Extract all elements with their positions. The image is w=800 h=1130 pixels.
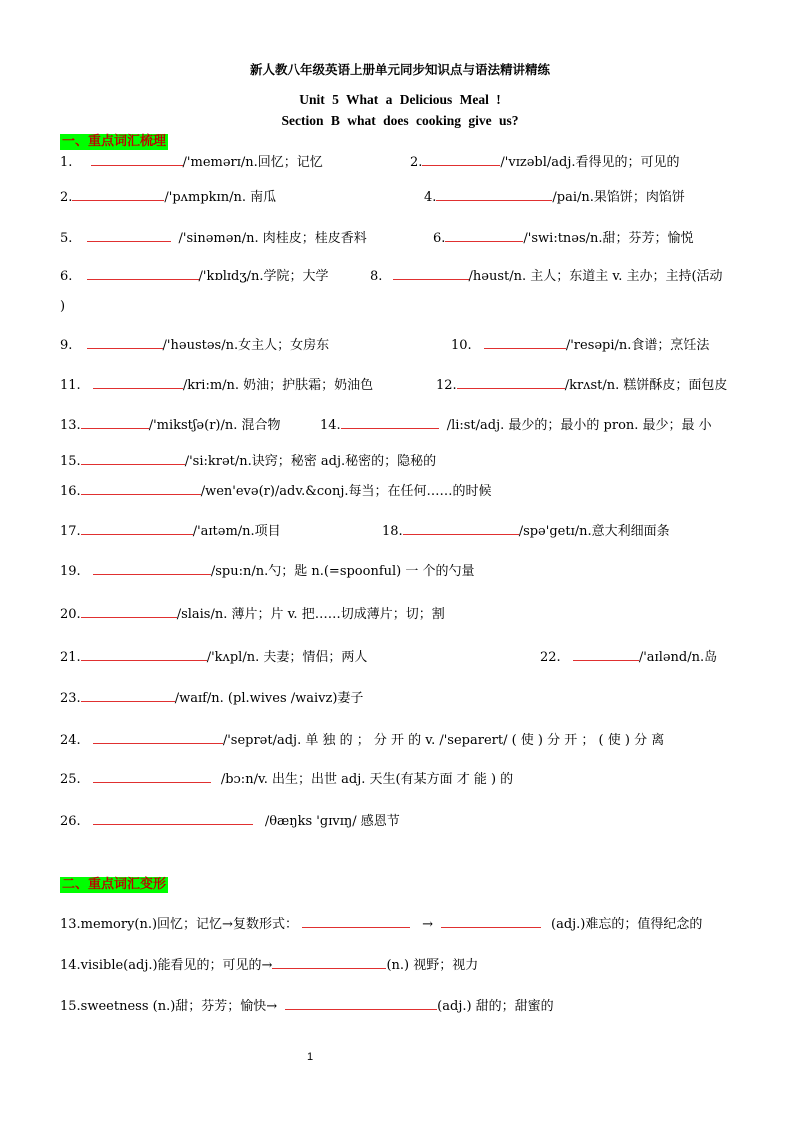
item-number: 10. xyxy=(451,338,472,353)
document-header: 新人教八年级英语上册单元同步知识点与语法精讲精练 xyxy=(249,62,550,77)
item-definition: /'aɪlənd/n.岛 xyxy=(638,650,718,665)
vocab-row xyxy=(433,229,694,247)
item-number: 1. xyxy=(60,155,73,170)
transform-item xyxy=(60,997,554,1015)
item-definition: /'həustəs/n.女主人；女房东 xyxy=(162,338,330,353)
vocab-row xyxy=(60,336,329,354)
vocab-row xyxy=(451,336,709,354)
item-definition: /'swi:tnəs/n.甜；芬芳；愉悦 xyxy=(523,231,694,246)
answer-blank[interactable] xyxy=(441,915,541,928)
item-number: 8. xyxy=(370,269,383,284)
answer-blank[interactable] xyxy=(93,770,211,783)
item-definition: /'si:krət/n.诀窍；秘密 adj.秘密的；隐秘的 xyxy=(184,454,437,469)
vocab-row xyxy=(60,482,492,500)
vocab-row xyxy=(424,188,685,206)
item-definition: /'pʌmpkɪn/n. 南瓜 xyxy=(164,190,277,205)
item-number: 15. xyxy=(60,454,81,469)
vocab-row xyxy=(60,812,400,830)
answer-blank[interactable] xyxy=(436,188,552,201)
item-number: 24. xyxy=(60,733,81,748)
answer-blank[interactable] xyxy=(93,731,223,744)
answer-blank[interactable] xyxy=(81,522,193,535)
item-definition: /θæŋks 'gɪvɪŋ/ 感恩节 xyxy=(264,814,400,829)
vocab-row xyxy=(320,416,712,434)
item-number: 4. xyxy=(424,190,437,205)
item-definition: /pai/n.果馅饼；肉馅饼 xyxy=(552,190,685,205)
item-definition: /wen'evə(r)/adv.&conj.每当；在任何……的时候 xyxy=(200,484,492,499)
vocab-row xyxy=(60,416,281,434)
answer-blank[interactable] xyxy=(81,482,201,495)
answer-blank[interactable] xyxy=(457,376,565,389)
answer-blank[interactable] xyxy=(302,915,410,928)
answer-blank[interactable] xyxy=(81,452,185,465)
item-definition: /həust/n. 主人；东道主 v. 主办；主持(活动 xyxy=(468,269,723,284)
item-number: 20. xyxy=(60,607,81,622)
vocab-row xyxy=(60,153,323,171)
vocab-row xyxy=(60,605,445,623)
vocab-row xyxy=(410,153,680,171)
item-prompt: 14.visible(adj.)能看见的；可见的→ xyxy=(60,958,273,973)
vocab-row xyxy=(382,522,670,540)
item-number: 12. xyxy=(436,378,457,393)
section-title: Section B what does cooking give us? xyxy=(281,113,519,128)
answer-blank[interactable] xyxy=(72,188,164,201)
vocab-row xyxy=(540,648,717,666)
item-prompt: 15.sweetness (n.)甜；芬芳；愉快→ xyxy=(60,999,278,1014)
answer-blank[interactable] xyxy=(484,336,566,349)
answer-blank[interactable] xyxy=(272,956,386,969)
vocab-row xyxy=(60,648,367,666)
answer-blank[interactable] xyxy=(81,648,207,661)
section1-heading: 一、重点词汇梳理 xyxy=(62,134,167,149)
item-number: 22. xyxy=(540,650,561,665)
item-definition: /'mikstʃə(r)/n. 混合物 xyxy=(148,418,281,433)
arrow-icon: → xyxy=(422,917,433,932)
item-definition: /krʌst/n. 糕饼酥皮；面包皮 xyxy=(564,378,728,393)
vocab-row xyxy=(60,562,475,580)
item-suffix: (adj.) 甜的；甜蜜的 xyxy=(437,999,554,1014)
item-definition: /'seprət/adj. 单 独 的 ； 分 开 的 v. /'separert/ ( 使 ) 分 开 ； ( 使 ) 分 离 xyxy=(222,733,665,748)
item-definition: /spu:n/n.勺；匙 n.(=spoonful) 一 个的勺量 xyxy=(210,564,475,579)
item-number: 25. xyxy=(60,772,81,787)
item-definition: /'sinəmən/n. 肉桂皮；桂皮香料 xyxy=(178,231,367,246)
answer-blank[interactable] xyxy=(573,648,639,661)
item-definition: /li:st/adj. 最少的；最小的 pron. 最少；最 小 xyxy=(446,418,712,433)
answer-blank[interactable] xyxy=(341,416,439,429)
answer-blank[interactable] xyxy=(93,376,183,389)
vocab-row xyxy=(60,522,281,540)
item-number: 9. xyxy=(60,338,73,353)
item-number: 2. xyxy=(410,155,423,170)
item-definition: /'memərɪ/n.回忆；记忆 xyxy=(182,155,323,170)
item-number: 21. xyxy=(60,650,81,665)
answer-blank[interactable] xyxy=(81,689,175,702)
vocab-row xyxy=(60,452,436,470)
answer-blank[interactable] xyxy=(91,153,183,166)
transform-item xyxy=(60,915,702,933)
transform-item xyxy=(60,956,478,974)
answer-blank[interactable] xyxy=(445,229,523,242)
item-definition: /'kɒlɪdʒ/n.学院；大学 xyxy=(198,269,329,284)
item-number: 16. xyxy=(60,484,81,499)
item-definition: /waɪf/n. (pl.wives /waivz)妻子 xyxy=(174,691,364,706)
item-definition: /spə'getɪ/n.意大利细面条 xyxy=(518,524,670,539)
answer-blank[interactable] xyxy=(93,562,211,575)
item-number: 19. xyxy=(60,564,81,579)
vocab-row xyxy=(60,188,276,206)
answer-blank[interactable] xyxy=(422,153,500,166)
vocab-row xyxy=(60,770,513,788)
item-prompt: 13.memory(n.)回忆；记忆→复数形式： xyxy=(60,917,298,932)
item-number: 14. xyxy=(320,418,341,433)
vocab-row-continuation: ) xyxy=(60,299,66,314)
answer-blank[interactable] xyxy=(87,229,171,242)
item-number: 13. xyxy=(60,418,81,433)
page-number: 1 xyxy=(306,1051,314,1063)
item-suffix: (adj.)难忘的；值得纪念的 xyxy=(551,917,703,932)
vocab-row xyxy=(436,376,727,394)
item-definition: /'vɪzəbl/adj.看得见的；可见的 xyxy=(500,155,680,170)
answer-blank[interactable] xyxy=(81,416,149,429)
answer-blank[interactable] xyxy=(403,522,519,535)
answer-blank[interactable] xyxy=(87,336,163,349)
item-number: 6. xyxy=(60,269,73,284)
answer-blank[interactable] xyxy=(81,605,177,618)
answer-blank[interactable] xyxy=(93,812,253,825)
item-number: 6. xyxy=(433,231,446,246)
vocab-row xyxy=(60,689,363,707)
vocab-row xyxy=(60,229,367,247)
item-number: 26. xyxy=(60,814,81,829)
unit-title: Unit 5 What a Delicious Meal ! xyxy=(299,92,501,107)
vocab-row xyxy=(60,267,329,285)
item-number: 18. xyxy=(382,524,403,539)
item-number: 5. xyxy=(60,231,73,246)
item-number: 17. xyxy=(60,524,81,539)
vocab-row xyxy=(60,731,664,749)
item-number: 23. xyxy=(60,691,81,706)
item-definition: /'aɪtəm/n.项目 xyxy=(192,524,281,539)
item-suffix: (n.) 视野；视力 xyxy=(386,958,479,973)
item-definition: /bɔ:n/v. 出生；出世 adj. 天生(有某方面 才 能 ) 的 xyxy=(220,772,514,787)
answer-blank[interactable] xyxy=(285,997,437,1010)
vocab-row xyxy=(370,267,723,285)
item-number: 2. xyxy=(60,190,73,205)
answer-blank[interactable] xyxy=(87,267,199,280)
item-definition: /'resəpi/n.食谱；烹饪法 xyxy=(565,338,710,353)
item-definition: /'kʌpl/n. 夫妻；情侣；两人 xyxy=(206,650,368,665)
answer-blank[interactable] xyxy=(393,267,469,280)
item-definition: /slais/n. 薄片；片 v. 把……切成薄片；切；割 xyxy=(176,607,445,622)
section2-heading: 二、重点词汇变形 xyxy=(62,877,167,892)
vocab-row xyxy=(60,376,373,394)
item-number: 11. xyxy=(60,378,81,393)
item-definition: /kri:m/n. 奶油；护肤霜；奶油色 xyxy=(182,378,374,393)
